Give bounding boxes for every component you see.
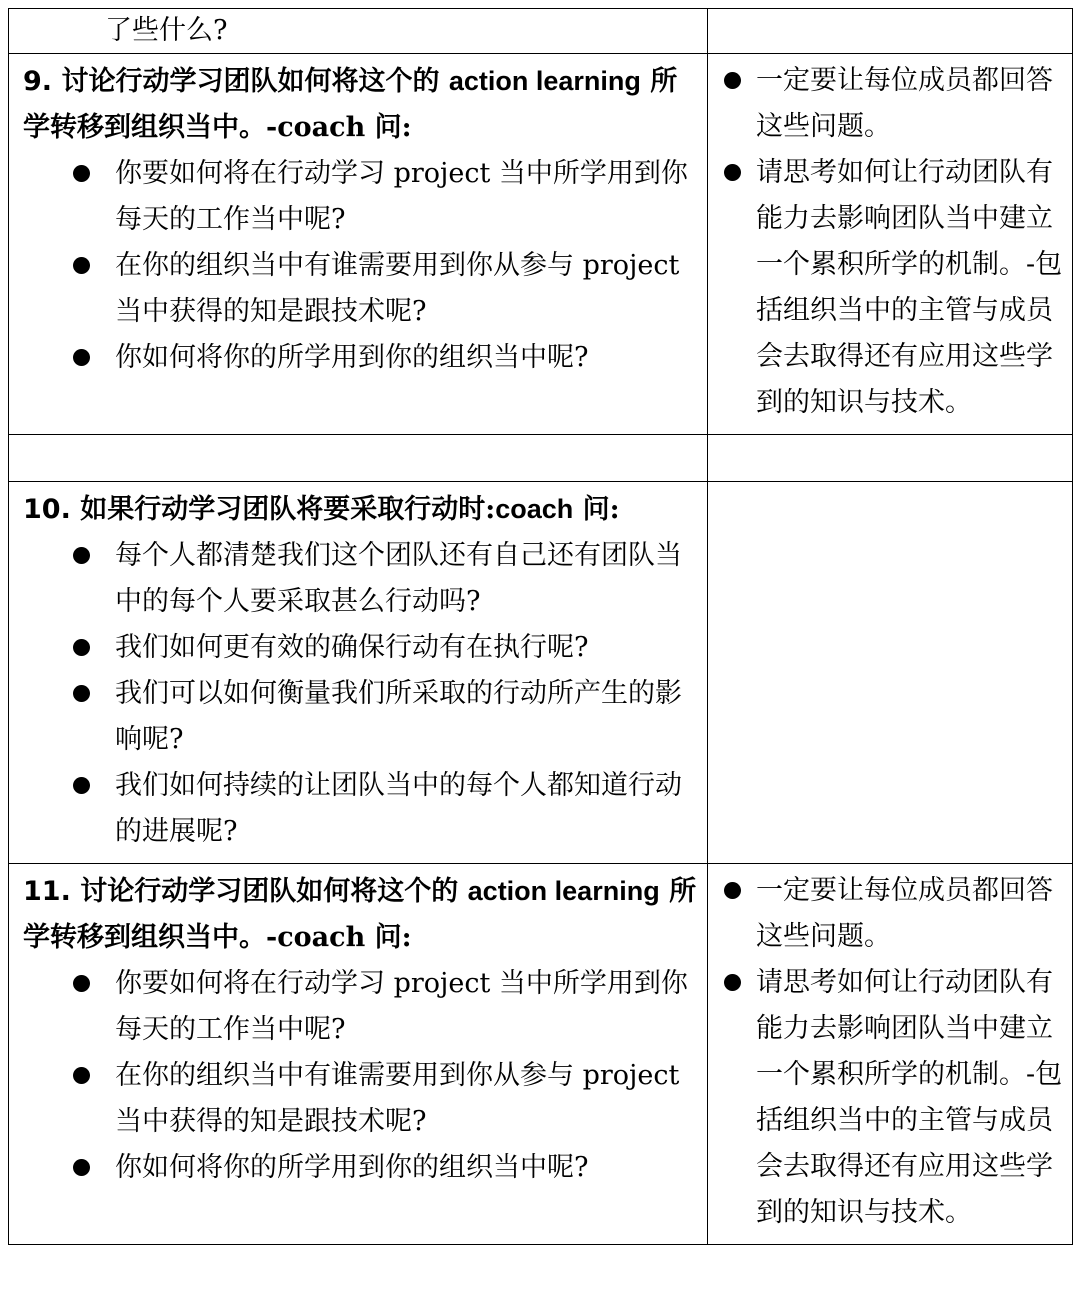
bullet-icon <box>73 685 90 702</box>
bullet-icon <box>73 975 90 992</box>
list-item <box>722 960 1064 1236</box>
list-item <box>23 625 697 671</box>
bullet-icon <box>73 777 90 794</box>
table-cell-right <box>708 435 1073 482</box>
bullet-icon <box>73 547 90 564</box>
list-item <box>23 243 697 335</box>
list-item <box>722 58 1064 150</box>
table-cell-left <box>9 54 708 435</box>
list-item <box>23 335 697 381</box>
question-text: 你如何将你的所学用到你的组织当中呢? <box>115 1152 589 1183</box>
question-text: 我们如何更有效的确保行动有在执行呢? <box>115 632 589 663</box>
list-item <box>23 533 697 625</box>
note-text: 请思考如何让行动团队有能力去影响团队当中建立一个累积所学的机制。-包括组织当中的主管与成员会去取得还有应用这些学到的知识与技术。 <box>756 157 1063 418</box>
heading-term: action learning <box>448 66 641 96</box>
note-text: 一定要让每位成员都回答这些问题。 <box>756 875 1053 952</box>
table-cell-left <box>9 9 708 54</box>
heading-text-end: 问: <box>573 494 620 525</box>
table-cell-left <box>9 482 708 864</box>
heading-term: coach <box>495 494 574 524</box>
bullet-icon <box>73 1067 90 1084</box>
bullet-icon <box>73 257 90 274</box>
table-cell-left <box>9 864 708 1245</box>
table-row <box>9 9 1073 54</box>
section-heading-11 <box>23 868 697 961</box>
heading-term: action learning <box>467 876 660 906</box>
question-text: 我们可以如何衡量我们所采取的行动所产生的影响呢? <box>115 678 682 755</box>
coaching-questions-table <box>8 8 1073 1245</box>
note-text: 一定要让每位成员都回答这些问题。 <box>756 65 1053 142</box>
bullet-icon <box>724 882 741 899</box>
question-text: 我们如何持续的让团队当中的每个人都知道行动的进展呢? <box>115 770 682 847</box>
section-heading-9 <box>23 58 697 151</box>
question-list <box>23 533 697 855</box>
question-text: 在你的组织当中有谁需要用到你从参与 project 当中获得的知是跟技术呢? <box>115 1060 680 1137</box>
list-item <box>722 868 1064 960</box>
bullet-icon <box>73 1159 90 1176</box>
heading-text: 如果行动学习团队将要采取行动时: <box>70 494 496 525</box>
heading-text: 讨论行动学习团队如何将这个的 <box>52 66 449 97</box>
bullet-icon <box>724 72 741 89</box>
table-cell-left <box>9 435 708 482</box>
list-item <box>23 1053 697 1145</box>
table-cell-right <box>708 54 1073 435</box>
table-row <box>9 482 1073 864</box>
table-cell-right <box>708 864 1073 1245</box>
notes-list <box>722 868 1064 1236</box>
list-item <box>722 150 1064 426</box>
table-cell-right <box>708 9 1073 54</box>
list-item <box>23 763 697 855</box>
heading-text-end: 所学转移到组织当中。-coach 问: <box>23 876 697 953</box>
continuation-text: 了些什么? <box>105 15 228 46</box>
list-item <box>23 1145 697 1191</box>
question-text: 在你的组织当中有谁需要用到你从参与 project 当中获得的知是跟技术呢? <box>115 250 680 327</box>
list-item <box>23 671 697 763</box>
notes-list <box>722 58 1064 426</box>
heading-text: 讨论行动学习团队如何将这个的 <box>70 876 468 907</box>
question-text: 你要如何将在行动学习 project 当中所学用到你每天的工作当中呢? <box>115 968 688 1045</box>
note-text: 请思考如何让行动团队有能力去影响团队当中建立一个累积所学的机制。-包括组织当中的主管与成员会去取得还有应用这些学到的知识与技术。 <box>756 967 1063 1228</box>
bullet-icon <box>73 639 90 656</box>
bullet-icon <box>724 974 741 991</box>
question-list <box>23 151 697 381</box>
table-row <box>9 54 1073 435</box>
heading-text-end: 所学转移到组织当中。-coach 问: <box>23 66 678 143</box>
question-text: 你如何将你的所学用到你的组织当中呢? <box>115 342 589 373</box>
question-text: 你要如何将在行动学习 project 当中所学用到你每天的工作当中呢? <box>115 158 688 235</box>
bullet-icon <box>724 164 741 181</box>
section-number: 9. <box>23 66 53 97</box>
section-number: 10. <box>23 494 71 525</box>
document-page <box>8 8 1072 1245</box>
table-row-empty <box>9 435 1073 482</box>
table-cell-right <box>708 482 1073 864</box>
table-row <box>9 864 1073 1245</box>
list-item <box>23 961 697 1053</box>
section-number: 11. <box>23 876 71 907</box>
question-text: 每个人都清楚我们这个团队还有自己还有团队当中的每个人要采取甚么行动吗? <box>115 540 682 617</box>
bullet-icon <box>73 349 90 366</box>
question-list <box>23 961 697 1191</box>
bullet-icon <box>73 165 90 182</box>
section-heading-10 <box>23 486 697 533</box>
list-item <box>23 151 697 243</box>
